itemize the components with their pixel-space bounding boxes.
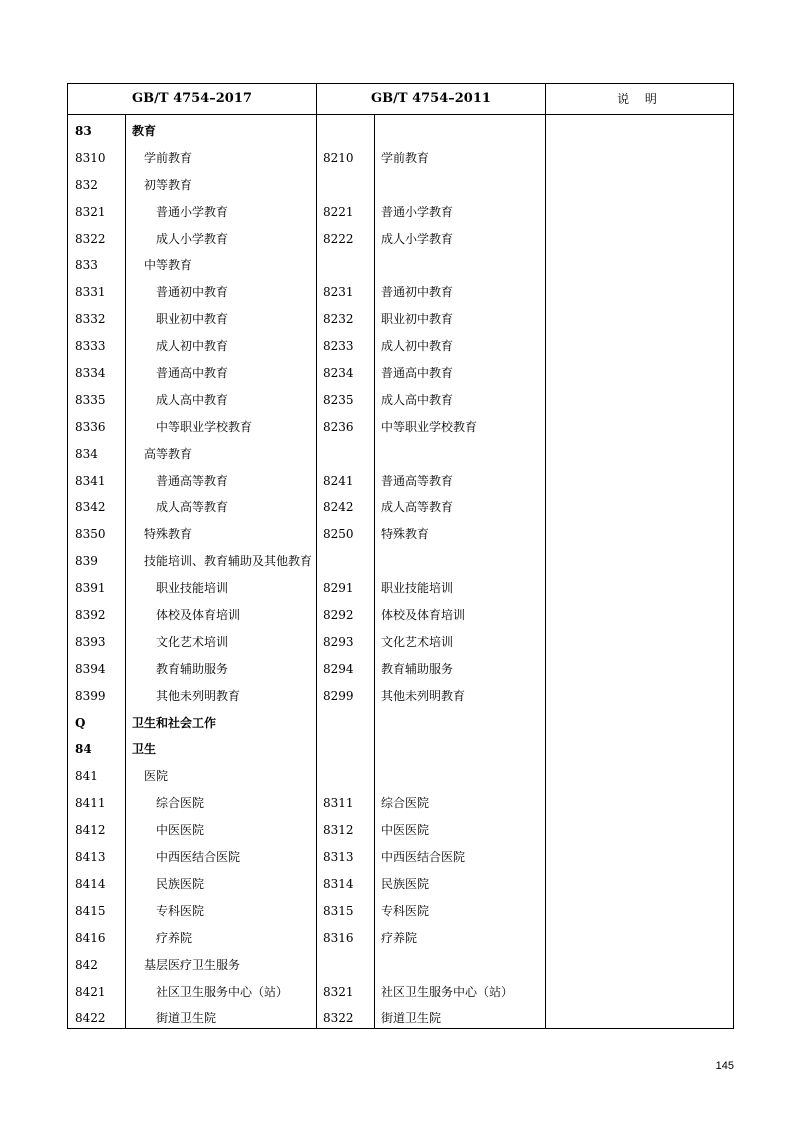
code-2011: 8222 xyxy=(323,231,354,246)
name-2011: 民族医院 xyxy=(381,876,430,891)
name-2011: 成人高等教育 xyxy=(381,500,454,515)
name-2017: 中西医结合医院 xyxy=(156,850,241,865)
header-gbt-2011: GB/T 4754–2011 xyxy=(371,91,491,106)
name-2017: 教育 xyxy=(132,124,157,138)
code-2017: Q xyxy=(75,715,86,730)
table-row xyxy=(68,844,733,871)
code-2011: 8314 xyxy=(323,876,354,891)
name-2011: 社区卫生服务中心（站） xyxy=(381,984,514,999)
name-2011: 成人小学教育 xyxy=(381,231,454,246)
table-row xyxy=(68,979,733,1006)
name-2017: 普通初中教育 xyxy=(156,285,229,300)
table-row xyxy=(68,118,733,145)
table-body xyxy=(68,118,733,1032)
code-2017: 8414 xyxy=(75,876,106,891)
code-2011: 8234 xyxy=(323,366,354,381)
code-2011: 8313 xyxy=(323,850,354,865)
table-row xyxy=(68,575,733,602)
table-row xyxy=(68,898,733,925)
table-row xyxy=(68,494,733,521)
code-2011: 8294 xyxy=(323,661,354,676)
header-notes: 说 明 xyxy=(617,92,663,106)
name-2017: 初等教育 xyxy=(144,177,193,192)
code-2017: 8393 xyxy=(75,634,106,649)
name-2017: 卫生和社会工作 xyxy=(132,715,217,730)
header-gbt-2017: GB/T 4754–2017 xyxy=(132,91,252,106)
table-row xyxy=(68,441,733,468)
table-row xyxy=(68,333,733,360)
name-2011: 普通高等教育 xyxy=(381,473,454,488)
code-2017: 8321 xyxy=(75,204,106,219)
name-2011: 普通高中教育 xyxy=(381,366,454,381)
code-2017: 841 xyxy=(75,769,98,784)
code-2011: 8291 xyxy=(323,581,354,596)
code-2011: 8241 xyxy=(323,473,354,488)
code-2017: 8415 xyxy=(75,903,106,918)
name-2011: 体校及体育培训 xyxy=(381,608,466,623)
name-2011: 学前教育 xyxy=(381,150,430,165)
code-2017: 8412 xyxy=(75,823,106,838)
table-row xyxy=(68,199,733,226)
name-2017: 医院 xyxy=(144,769,169,784)
code-2017: 8332 xyxy=(75,312,106,327)
code-2017: 839 xyxy=(75,554,98,569)
table-row xyxy=(68,468,733,495)
code-2017: 8394 xyxy=(75,661,106,676)
name-2017: 文化艺术培训 xyxy=(156,634,229,649)
name-2017: 成人小学教育 xyxy=(156,231,229,246)
name-2011: 职业初中教育 xyxy=(381,312,454,327)
table-row xyxy=(68,548,733,575)
table-row xyxy=(68,226,733,253)
name-2011: 其他未列明教育 xyxy=(381,688,466,703)
name-2017: 职业初中教育 xyxy=(156,312,229,327)
code-2011: 8322 xyxy=(323,1011,354,1026)
name-2017: 中医医院 xyxy=(156,823,205,838)
table-row xyxy=(68,252,733,279)
table-row xyxy=(68,683,733,710)
code-2011: 8293 xyxy=(323,634,354,649)
table-row xyxy=(68,710,733,737)
code-2017: 8399 xyxy=(75,688,106,703)
code-2017: 8331 xyxy=(75,285,106,300)
code-2017: 8411 xyxy=(75,796,106,811)
name-2011: 综合医院 xyxy=(381,796,430,811)
code-2017: 8341 xyxy=(75,473,106,488)
code-2011: 8321 xyxy=(323,984,354,999)
name-2011: 疗养院 xyxy=(381,930,418,945)
table-row xyxy=(68,387,733,414)
table-row xyxy=(68,817,733,844)
name-2017: 中等教育 xyxy=(144,258,193,273)
code-2017: 833 xyxy=(75,258,98,273)
table-row xyxy=(68,145,733,172)
code-2011: 8210 xyxy=(323,150,354,165)
table-row xyxy=(68,736,733,763)
code-2017: 842 xyxy=(75,957,98,972)
name-2011: 职业技能培训 xyxy=(381,581,454,596)
table-row xyxy=(68,925,733,952)
table-row xyxy=(68,952,733,979)
code-2011: 8235 xyxy=(323,392,354,407)
code-2017: 83 xyxy=(75,124,92,138)
name-2017: 职业技能培训 xyxy=(156,581,229,596)
code-2017: 8391 xyxy=(75,581,106,596)
code-2011: 8232 xyxy=(323,312,354,327)
code-2017: 8416 xyxy=(75,930,106,945)
name-2011: 中等职业学校教育 xyxy=(381,419,478,434)
table-row xyxy=(68,172,733,199)
code-2017: 8333 xyxy=(75,339,106,354)
name-2017: 成人初中教育 xyxy=(156,339,229,354)
name-2017: 成人高中教育 xyxy=(156,392,229,407)
code-2017: 8342 xyxy=(75,500,106,515)
code-2017: 832 xyxy=(75,177,98,192)
name-2017: 特殊教育 xyxy=(144,527,193,542)
name-2017: 教育辅助服务 xyxy=(156,661,229,676)
name-2017: 技能培训、教育辅助及其他教育 xyxy=(144,554,313,569)
code-2017: 8336 xyxy=(75,419,106,434)
code-2017: 8322 xyxy=(75,231,106,246)
table-row xyxy=(68,629,733,656)
code-2011: 8315 xyxy=(323,903,354,918)
name-2011: 成人高中教育 xyxy=(381,392,454,407)
code-2011: 8231 xyxy=(323,285,354,300)
table-row xyxy=(68,1005,733,1032)
code-2011: 8316 xyxy=(323,930,354,945)
code-2011: 8250 xyxy=(323,527,354,542)
name-2011: 专科医院 xyxy=(381,903,430,918)
table-row xyxy=(68,521,733,548)
name-2017: 街道卫生院 xyxy=(156,1011,217,1026)
code-2017: 8334 xyxy=(75,366,106,381)
code-2017: 8335 xyxy=(75,392,106,407)
name-2011: 街道卫生院 xyxy=(381,1011,442,1026)
name-2017: 学前教育 xyxy=(144,150,193,165)
code-2017: 8350 xyxy=(75,527,106,542)
code-2011: 8312 xyxy=(323,823,354,838)
name-2017: 专科医院 xyxy=(156,903,205,918)
table-row xyxy=(68,414,733,441)
code-2017: 8422 xyxy=(75,1011,106,1026)
name-2017: 高等教育 xyxy=(144,446,193,461)
name-2017: 社区卫生服务中心（站） xyxy=(156,984,289,999)
name-2011: 中西医结合医院 xyxy=(381,850,466,865)
name-2011: 普通小学教育 xyxy=(381,204,454,219)
name-2011: 特殊教育 xyxy=(381,527,430,542)
name-2017: 体校及体育培训 xyxy=(156,608,241,623)
table-row xyxy=(68,790,733,817)
name-2011: 中医医院 xyxy=(381,823,430,838)
table-row xyxy=(68,360,733,387)
name-2017: 其他未列明教育 xyxy=(156,688,241,703)
name-2011: 教育辅助服务 xyxy=(381,661,454,676)
name-2017: 基层医疗卫生服务 xyxy=(144,957,241,972)
table-row xyxy=(68,656,733,683)
name-2017: 普通高等教育 xyxy=(156,473,229,488)
table-row xyxy=(68,306,733,333)
code-2017: 8421 xyxy=(75,984,106,999)
name-2017: 中等职业学校教育 xyxy=(156,419,253,434)
name-2017: 综合医院 xyxy=(156,796,205,811)
code-2011: 8233 xyxy=(323,339,354,354)
name-2017: 疗养院 xyxy=(156,930,193,945)
code-2011: 8311 xyxy=(323,796,354,811)
code-2011: 8221 xyxy=(323,204,354,219)
name-2017: 普通高中教育 xyxy=(156,366,229,381)
classification-table xyxy=(67,83,734,1029)
code-2017: 84 xyxy=(75,742,92,757)
header-divider xyxy=(68,114,733,115)
name-2017: 普通小学教育 xyxy=(156,204,229,219)
name-2011: 成人初中教育 xyxy=(381,339,454,354)
code-2011: 8242 xyxy=(323,500,354,515)
name-2017: 卫生 xyxy=(132,742,157,757)
table-row xyxy=(68,602,733,629)
name-2017: 成人高等教育 xyxy=(156,500,229,515)
code-2017: 8413 xyxy=(75,850,106,865)
code-2011: 8299 xyxy=(323,688,354,703)
code-2017: 834 xyxy=(75,446,98,461)
code-2017: 8310 xyxy=(75,150,106,165)
code-2017: 8392 xyxy=(75,608,106,623)
code-2011: 8292 xyxy=(323,608,354,623)
table-row xyxy=(68,279,733,306)
name-2017: 民族医院 xyxy=(156,876,205,891)
page-number: 145 xyxy=(715,1060,734,1072)
table-row xyxy=(68,871,733,898)
code-2011: 8236 xyxy=(323,419,354,434)
name-2011: 文化艺术培训 xyxy=(381,634,454,649)
table-row xyxy=(68,763,733,790)
name-2011: 普通初中教育 xyxy=(381,285,454,300)
